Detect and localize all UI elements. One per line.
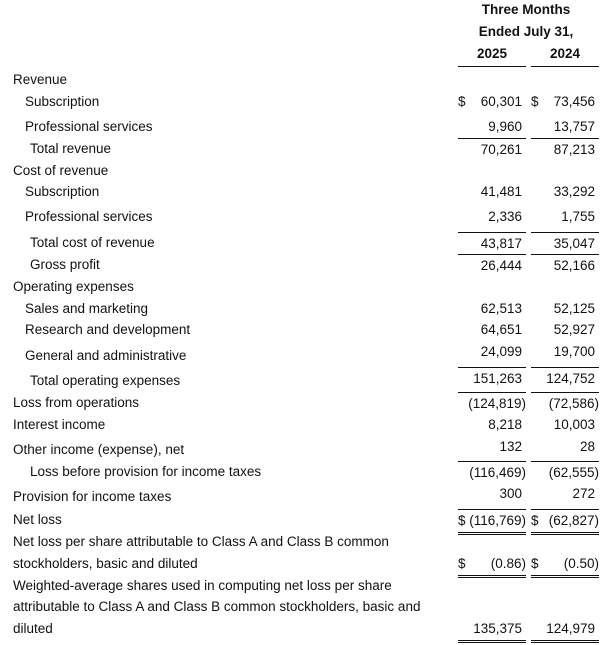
value-2025: 151,263 — [473, 371, 522, 386]
row-label: Weighted-average shares used in computing net loss per share — [13, 578, 392, 593]
row-label: Total operating expenses — [30, 373, 181, 388]
value-2025: 62,513 — [480, 301, 522, 316]
statement-row — [0, 531, 607, 553]
row-label: diluted — [13, 621, 53, 636]
row-label: Cost of revenue — [13, 163, 109, 178]
statement-row — [0, 138, 607, 160]
value-2025: 64,651 — [480, 322, 522, 337]
row-label: Total cost of revenue — [30, 235, 155, 250]
value-2025: (116,769) — [469, 513, 526, 528]
currency-symbol: $ — [458, 94, 466, 109]
value-2025: 26,444 — [480, 258, 522, 273]
value-2024: (72,586) — [548, 396, 599, 411]
value-2024: 52,927 — [553, 322, 595, 337]
value-2025: 300 — [499, 486, 522, 501]
value-2025: (124,819) — [468, 396, 526, 411]
value-2024: (62,827) — [548, 513, 599, 528]
statement-row — [0, 181, 607, 203]
column-header-2024: 2024 — [531, 46, 599, 67]
value-2025: (0.86) — [490, 556, 526, 571]
value-2025: 24,099 — [480, 344, 522, 359]
statement-row — [0, 438, 607, 460]
row-label: Total revenue — [30, 141, 112, 156]
statement-row — [0, 486, 607, 508]
statement-row — [0, 254, 607, 276]
value-2025: 2,336 — [488, 209, 522, 224]
value-2024: 10,003 — [553, 417, 595, 432]
period-header-line1: Three Months — [481, 2, 571, 17]
statement-row — [0, 232, 607, 254]
value-2024: 13,757 — [553, 119, 595, 134]
currency-symbol: $ — [458, 513, 466, 528]
value-2025: (116,469) — [469, 465, 526, 480]
value-2024: (62,555) — [548, 465, 599, 480]
value-2024: 19,700 — [553, 344, 595, 359]
value-2024: 52,166 — [553, 258, 595, 273]
value-2025: 41,481 — [480, 184, 522, 199]
row-label: Loss from operations — [13, 395, 140, 410]
statement-row — [0, 575, 607, 597]
row-label: Subscription — [25, 94, 100, 109]
row-label: Research and development — [25, 322, 191, 337]
column-header-2025: 2025 — [458, 46, 526, 67]
value-2024: 272 — [572, 486, 595, 501]
value-2024: 1,755 — [561, 209, 595, 224]
statement-row — [0, 69, 607, 91]
value-2025: 9,960 — [488, 119, 522, 134]
row-label: Revenue — [13, 72, 68, 87]
statement-row — [0, 414, 607, 436]
value-2025: 132 — [499, 439, 522, 454]
row-label: Interest income — [13, 417, 106, 432]
row-label: Net loss — [13, 512, 62, 527]
value-2024: 73,456 — [553, 94, 595, 109]
value-2024: 87,213 — [553, 142, 595, 157]
row-label: Professional services — [25, 209, 153, 224]
value-2025: 70,261 — [480, 142, 522, 157]
statement-row — [0, 553, 607, 575]
value-2025: 8,218 — [488, 417, 522, 432]
value-2025: 43,817 — [480, 236, 522, 251]
statement-row — [0, 618, 607, 640]
statement-row — [0, 461, 607, 483]
value-2024: 35,047 — [553, 236, 595, 251]
row-label: Subscription — [25, 184, 100, 199]
statement-row — [0, 298, 607, 320]
value-2025: 60,301 — [480, 94, 522, 109]
statement-row — [0, 392, 607, 414]
row-label: Loss before provision for income taxes — [30, 464, 262, 479]
row-label: stockholders, basic and diluted — [13, 556, 198, 571]
row-label: Operating expenses — [13, 279, 134, 294]
period-header-line2: Ended July 31, — [478, 24, 574, 39]
row-label: Professional services — [25, 119, 153, 134]
row-label: Other income (expense), net — [13, 442, 185, 457]
row-label: Gross profit — [30, 257, 100, 272]
statement-row — [0, 342, 607, 364]
statement-row — [0, 509, 607, 531]
value-2024: 28 — [579, 439, 595, 454]
row-label: attributable to Class A and Class B common stockholders, basic and — [13, 599, 421, 614]
statement-row — [0, 596, 607, 618]
statement-row — [0, 367, 607, 389]
statement-row — [0, 206, 607, 228]
statement-row — [0, 276, 607, 298]
currency-symbol: $ — [458, 556, 466, 571]
value-2025: 135,375 — [473, 621, 522, 636]
statement-row — [0, 91, 607, 113]
row-label: General and administrative — [25, 348, 187, 363]
value-2024: (0.50) — [563, 556, 599, 571]
row-label: Provision for income taxes — [13, 489, 172, 504]
value-2024: 52,125 — [553, 301, 595, 316]
currency-symbol: $ — [531, 556, 539, 571]
currency-symbol: $ — [531, 94, 539, 109]
currency-symbol: $ — [531, 513, 539, 528]
value-2024: 124,979 — [546, 621, 595, 636]
row-label: Sales and marketing — [25, 301, 149, 316]
statement-row — [0, 319, 607, 341]
value-2024: 33,292 — [553, 184, 595, 199]
statement-row — [0, 116, 607, 138]
row-label: Net loss per share attributable to Class A and Class B common — [13, 534, 389, 549]
value-2024: 124,752 — [546, 371, 595, 386]
statement-row — [0, 160, 607, 182]
